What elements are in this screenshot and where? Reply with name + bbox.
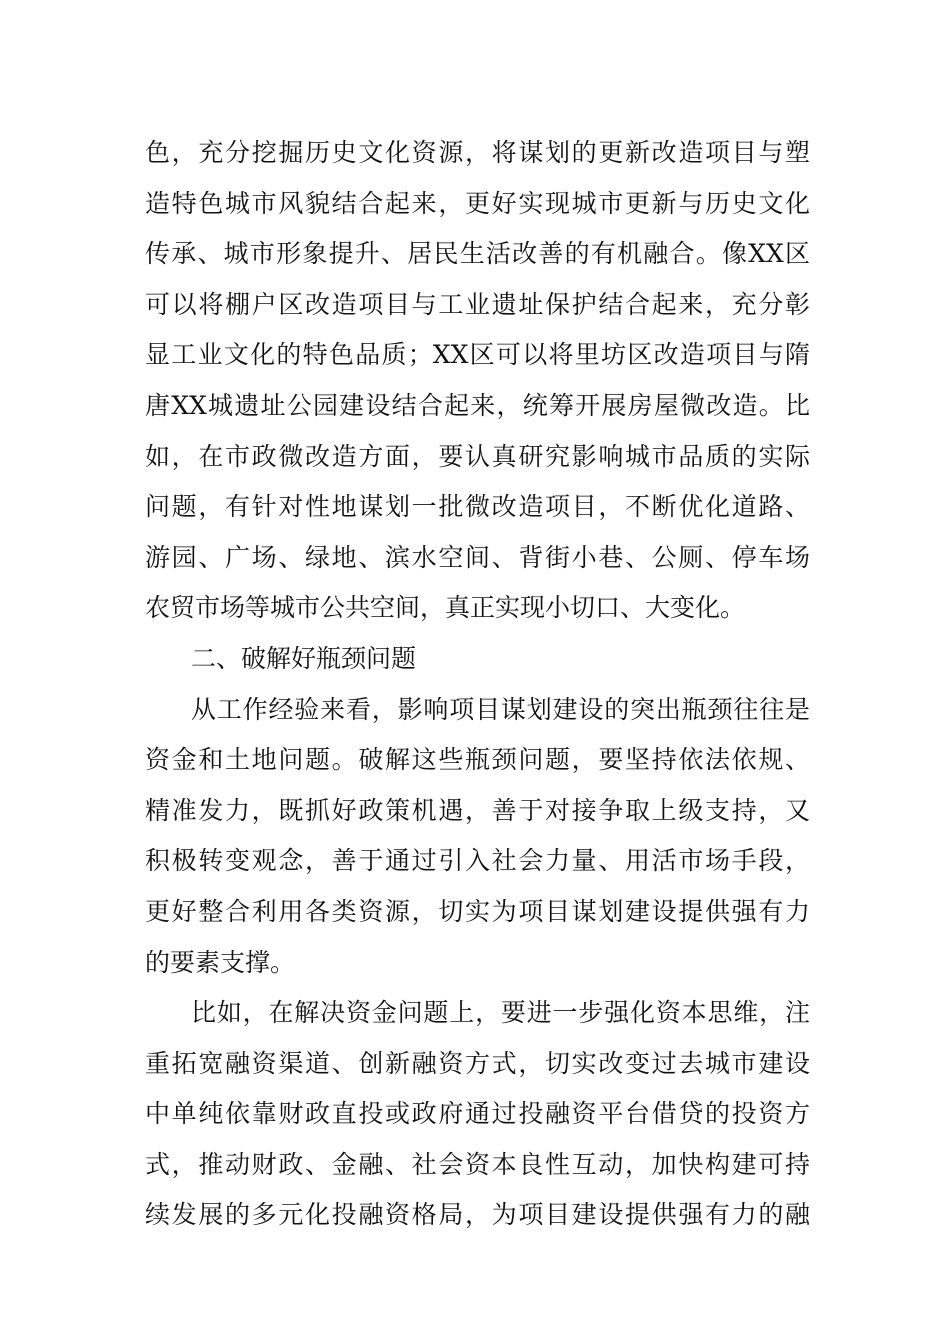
body-text	[145, 128, 810, 1241]
text-line: 从工作经验来看，影响项目谋划建设的突出瓶颈往往是	[191, 694, 810, 724]
text-line: 的要素支撑。	[145, 947, 296, 977]
text-line: 更好整合利用各类资源，切实为项目谋划建设提供强有力	[145, 896, 810, 926]
text-line: 可以将棚户区改造项目与工业遗址保护结合起来，充分彰	[145, 289, 810, 319]
text-line: 唐XX城遗址公园建设结合起来，统筹开展房屋微改造。比	[145, 390, 810, 420]
text-line: 问题，有针对性地谋划一批微改造项目，不断优化道路、	[145, 492, 810, 522]
text-line: 色，充分挖掘历史文化资源，将谋划的更新改造项目与塑	[145, 138, 810, 167]
text-line: 精准发力，既抓好政策机遇，善于对接争取上级支持，又	[145, 795, 810, 825]
text-line: 造特色城市风貌结合起来，更好实现城市更新与历史文化	[145, 188, 810, 218]
text-line: 重拓宽融资渠道、创新融资方式，切实改变过去城市建设	[145, 1048, 810, 1078]
text-line: 资金和土地问题。破解这些瓶颈问题，要坚持依法依规、	[145, 745, 810, 775]
section-heading: 二、破解好瓶颈问题	[191, 643, 417, 673]
text-line: 中单纯依靠财政直投或政府通过投融资平台借贷的投资方	[145, 1099, 810, 1129]
text-line: 比如，在解决资金问题上，要进一步强化资本思维，注	[191, 998, 810, 1028]
text-line: 传承、城市形象提升、居民生活改善的有机融合。像XX区	[145, 239, 810, 269]
text-line: 续发展的多元化投融资格局，为项目建设提供强有力的融	[145, 1200, 810, 1230]
text-line: 显工业文化的特色品质；XX区可以将里坊区改造项目与隋	[145, 340, 810, 370]
text-line: 农贸市场等城市公共空间，真正实现小切口、大变化。	[145, 593, 746, 623]
text-line: 游园、广场、绿地、滨水空间、背街小巷、公厕、停车场	[145, 542, 810, 572]
text-line: 如，在市政微改造方面，要认真研究影响城市品质的实际	[145, 441, 810, 471]
text-line: 式，推动财政、金融、社会资本良性互动，加快构建可持	[145, 1149, 810, 1179]
text-line: 积极转变观念，善于通过引入社会力量、用活市场手段，	[145, 846, 810, 876]
